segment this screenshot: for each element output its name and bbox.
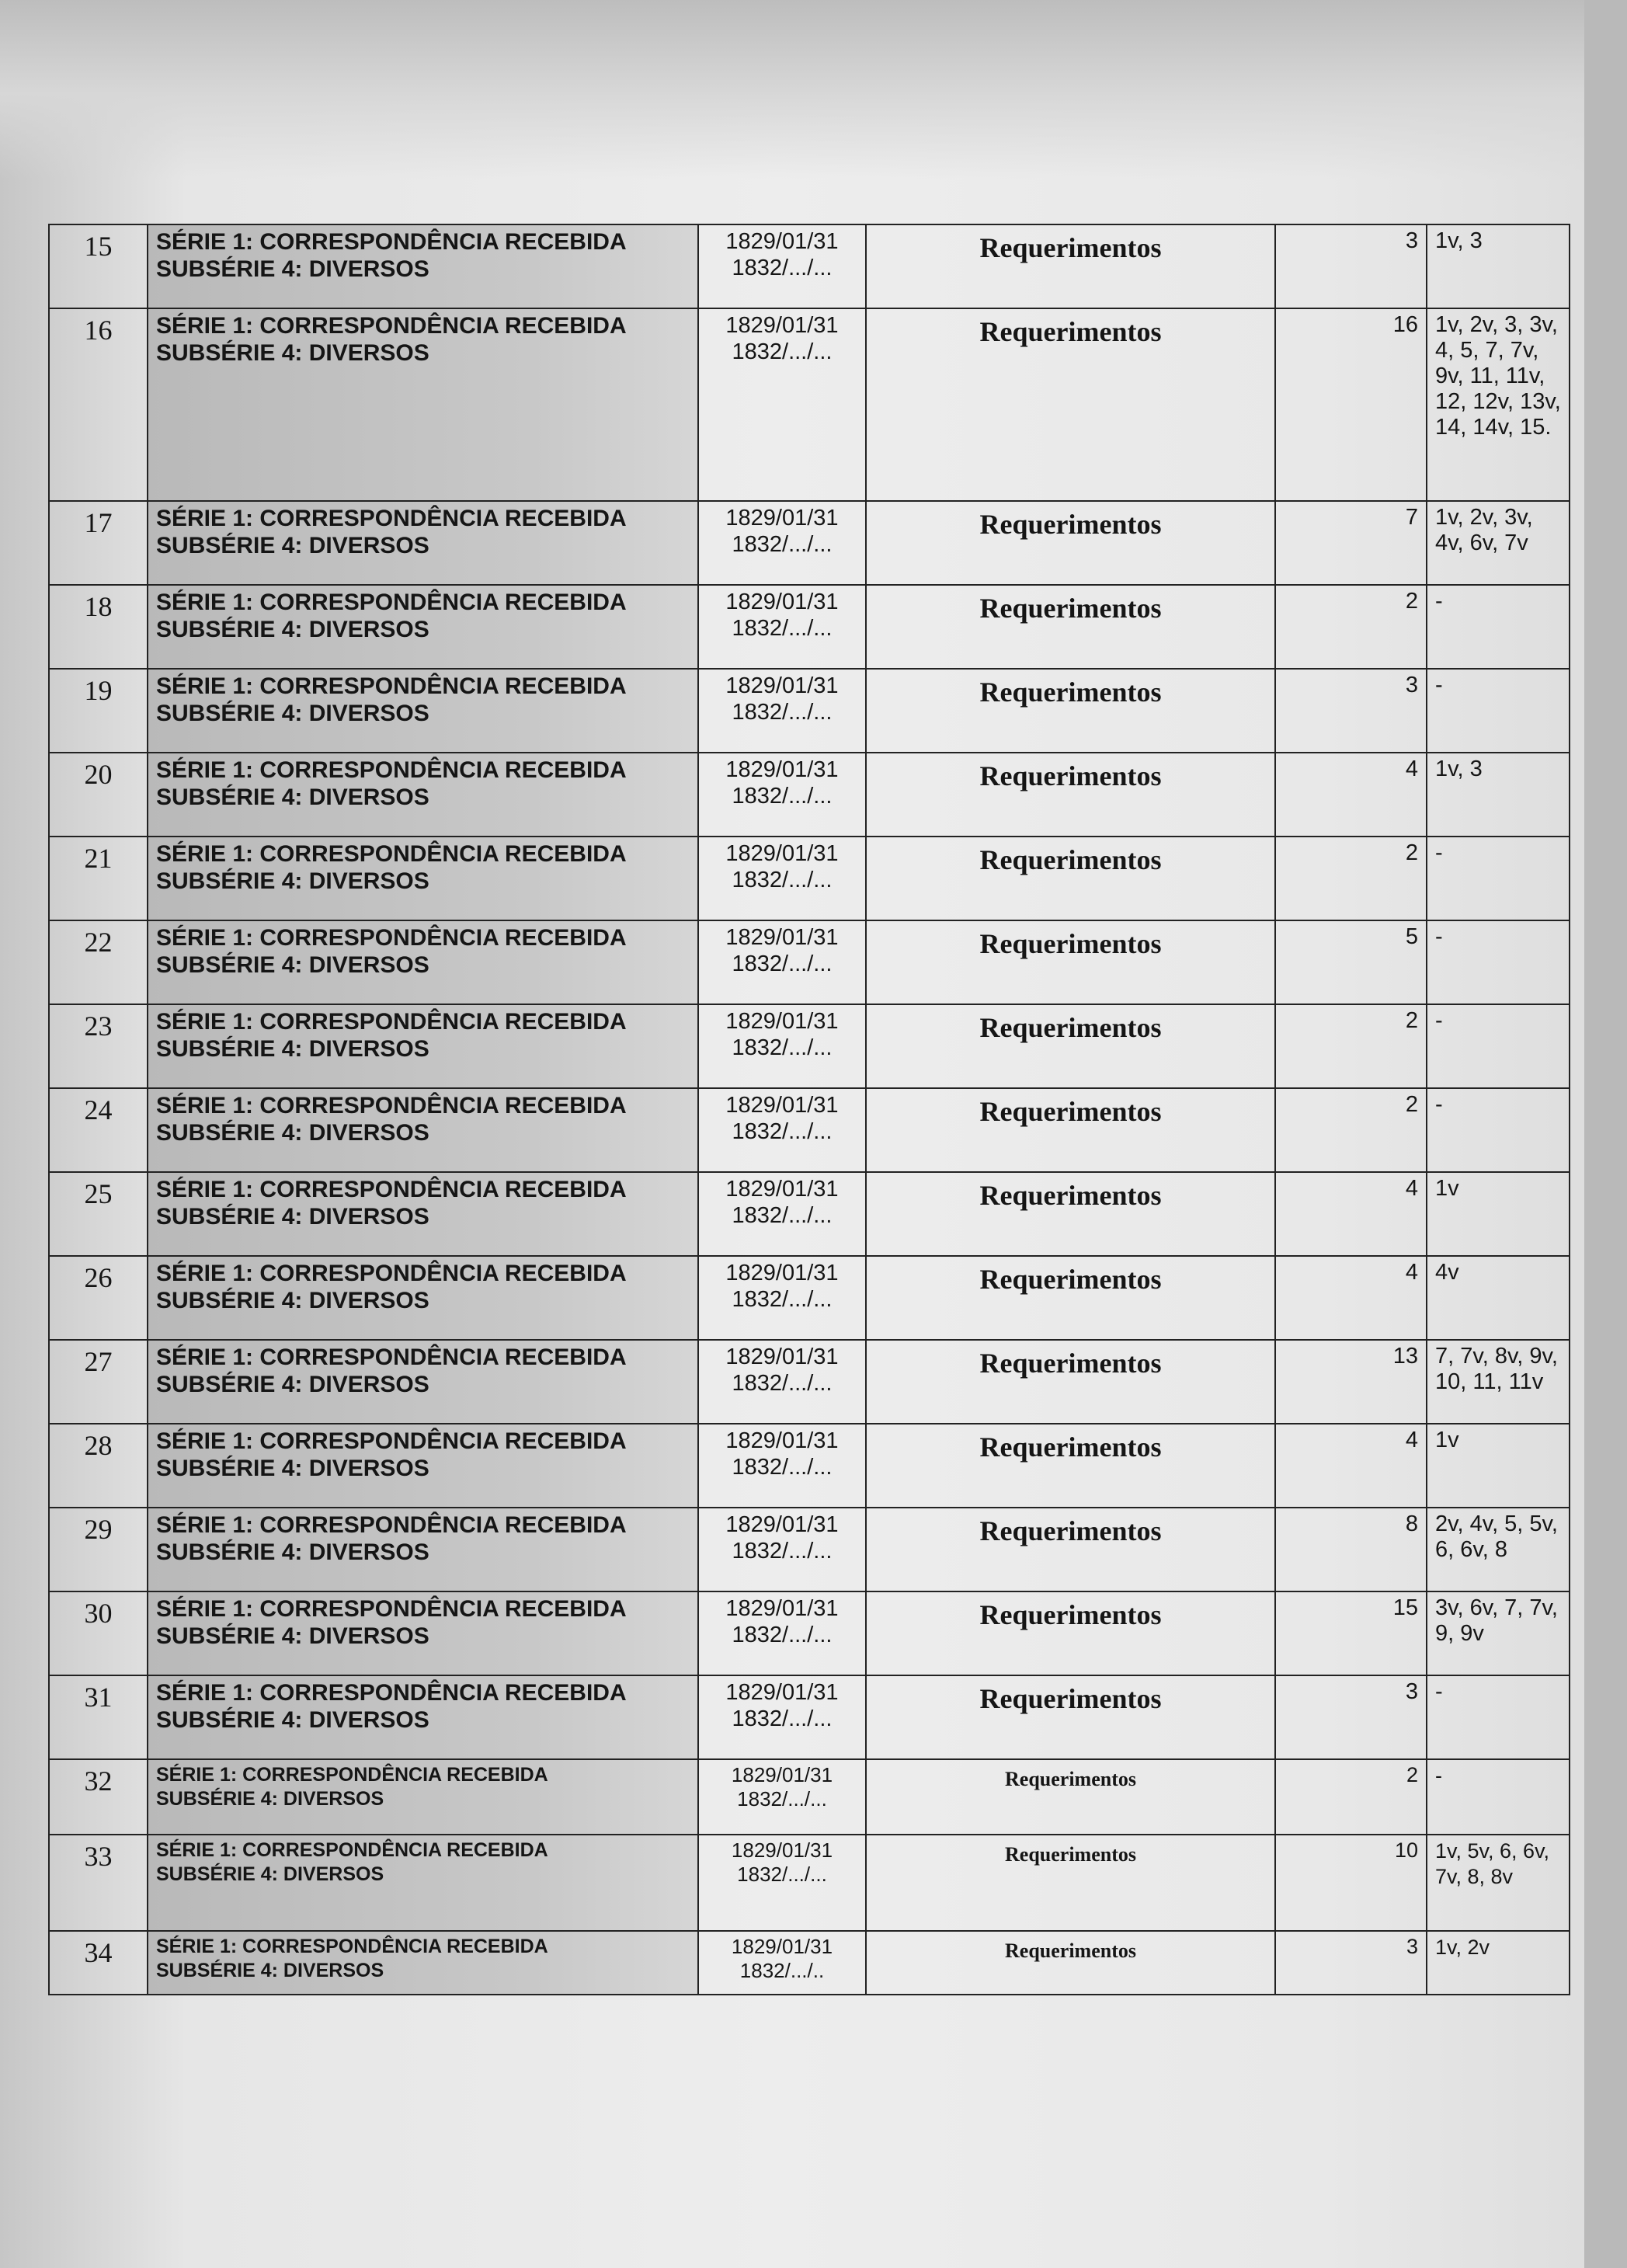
series-label: SÉRIE 1: CORRESPONDÊNCIA RECEBIDA [156,1936,548,1957]
table-row [49,837,1570,920]
date-end: 1832/.../... [732,532,833,557]
series-label: SÉRIE 1: CORRESPONDÊNCIA RECEBIDA [156,1764,548,1786]
date-range-cell [698,1508,866,1591]
item-number: 16 [49,308,148,501]
date-start: 1829/01/31 [725,841,839,866]
folio-list: - [1427,1088,1570,1172]
document-count: 3 [1275,1931,1427,1995]
table-row [49,1591,1570,1675]
item-number: 18 [49,585,148,669]
folio-list: - [1427,920,1570,1004]
date-end: 1832/.../... [732,1119,833,1144]
table-row [49,1172,1570,1256]
folio-list: 1v, 3 [1427,224,1570,308]
series-cell [148,308,698,501]
item-number: 17 [49,501,148,585]
series-cell [148,920,698,1004]
date-start: 1829/01/31 [725,925,839,950]
date-end: 1832/.../... [732,1287,833,1312]
series-label: SÉRIE 1: CORRESPONDÊNCIA RECEBIDA [156,1261,627,1286]
series-cell [148,1340,698,1424]
folio-list: - [1427,585,1570,669]
folio-list: - [1427,1675,1570,1759]
subseries-label: SUBSÉRIE 4: DIVERSOS [156,1036,429,1062]
document-type: Requerimentos [866,1424,1275,1508]
date-end: 1832/.../... [737,1787,827,1811]
folio-list: 4v [1427,1256,1570,1340]
series-label: SÉRIE 1: CORRESPONDÊNCIA RECEBIDA [156,506,627,531]
series-label: SÉRIE 1: CORRESPONDÊNCIA RECEBIDA [156,313,627,339]
date-range-cell [698,753,866,837]
series-cell [148,1424,698,1508]
date-range-cell [698,1088,866,1172]
series-cell [148,224,698,308]
item-number: 31 [49,1675,148,1759]
date-range-cell [698,1591,866,1675]
document-type: Requerimentos [866,1835,1275,1931]
date-end: 1832/.../... [732,1035,833,1060]
date-end: 1832/.../.. [739,1959,825,1982]
document-count: 13 [1275,1340,1427,1424]
table-row [49,1088,1570,1172]
series-label: SÉRIE 1: CORRESPONDÊNCIA RECEBIDA [156,229,627,255]
item-number: 19 [49,669,148,753]
series-label: SÉRIE 1: CORRESPONDÊNCIA RECEBIDA [156,673,627,699]
series-cell [148,1835,698,1931]
subseries-label: SUBSÉRIE 4: DIVERSOS [156,784,429,810]
document-type: Requerimentos [866,753,1275,837]
date-range-cell [698,1004,866,1088]
item-number: 29 [49,1508,148,1591]
date-end: 1832/.../... [732,1371,833,1396]
series-cell [148,1508,698,1591]
item-number: 15 [49,224,148,308]
date-range-cell [698,224,866,308]
date-start: 1829/01/31 [725,1009,839,1034]
series-cell [148,1675,698,1759]
folio-list: 2v, 4v, 5, 5v, 6, 6v, 8 [1427,1508,1570,1591]
series-cell [148,1004,698,1088]
table-row [49,1759,1570,1835]
document-count: 15 [1275,1591,1427,1675]
inventory-table-body [49,224,1570,1995]
table-row [49,501,1570,585]
item-number: 28 [49,1424,148,1508]
item-number: 26 [49,1256,148,1340]
date-range-cell [698,1340,866,1424]
date-start: 1829/01/31 [725,1512,839,1537]
date-range-cell [698,1931,866,1995]
subseries-label: SUBSÉRIE 4: DIVERSOS [156,1288,429,1313]
scanner-bed-edge [1584,0,1627,2268]
series-cell [148,1088,698,1172]
folio-list: 3v, 6v, 7, 7v, 9, 9v [1427,1591,1570,1675]
date-start: 1829/01/31 [725,1428,839,1453]
date-end: 1832/.../... [732,339,833,364]
series-cell [148,669,698,753]
subseries-label: SUBSÉRIE 4: DIVERSOS [156,533,429,558]
table-row [49,1931,1570,1995]
date-end: 1832/.../... [732,616,833,641]
series-cell [148,585,698,669]
date-range-cell [698,1835,866,1931]
series-cell [148,1256,698,1340]
series-cell [148,1931,698,1995]
subseries-label: SUBSÉRIE 4: DIVERSOS [156,1372,429,1397]
document-type: Requerimentos [866,308,1275,501]
item-number: 22 [49,920,148,1004]
table-row [49,224,1570,308]
document-count: 8 [1275,1508,1427,1591]
subseries-label: SUBSÉRIE 4: DIVERSOS [156,1539,429,1565]
document-type: Requerimentos [866,837,1275,920]
item-number: 24 [49,1088,148,1172]
document-count: 2 [1275,1004,1427,1088]
date-range-cell [698,1172,866,1256]
document-type: Requerimentos [866,1759,1275,1835]
table-row [49,1004,1570,1088]
series-label: SÉRIE 1: CORRESPONDÊNCIA RECEBIDA [156,1344,627,1370]
document-type: Requerimentos [866,585,1275,669]
date-start: 1829/01/31 [725,506,839,530]
subseries-label: SUBSÉRIE 4: DIVERSOS [156,340,429,366]
date-start: 1829/01/31 [725,229,839,254]
subseries-label: SUBSÉRIE 4: DIVERSOS [156,1863,384,1885]
series-label: SÉRIE 1: CORRESPONDÊNCIA RECEBIDA [156,841,627,867]
item-number: 27 [49,1340,148,1424]
item-number: 30 [49,1591,148,1675]
date-range-cell [698,308,866,501]
subseries-label: SUBSÉRIE 4: DIVERSOS [156,1120,429,1146]
subseries-label: SUBSÉRIE 4: DIVERSOS [156,1707,429,1733]
date-start: 1829/01/31 [731,1935,833,1958]
subseries-label: SUBSÉRIE 4: DIVERSOS [156,701,429,726]
folio-list: 1v, 5v, 6, 6v, 7v, 8, 8v [1427,1835,1570,1931]
document-type: Requerimentos [866,920,1275,1004]
date-start: 1829/01/31 [725,1093,839,1118]
document-type: Requerimentos [866,1508,1275,1591]
date-start: 1829/01/31 [725,757,839,782]
date-end: 1832/.../... [737,1863,827,1886]
date-range-cell [698,1675,866,1759]
series-label: SÉRIE 1: CORRESPONDÊNCIA RECEBIDA [156,757,627,783]
document-type: Requerimentos [866,1004,1275,1088]
series-cell [148,501,698,585]
series-cell [148,1172,698,1256]
date-end: 1832/.../... [732,700,833,725]
date-range-cell [698,837,866,920]
subseries-label: SUBSÉRIE 4: DIVERSOS [156,1204,429,1230]
document-type: Requerimentos [866,1256,1275,1340]
date-end: 1832/.../... [732,1623,833,1647]
folio-list: 7, 7v, 8v, 9v, 10, 11, 11v [1427,1340,1570,1424]
date-range-cell [698,501,866,585]
series-label: SÉRIE 1: CORRESPONDÊNCIA RECEBIDA [156,590,627,615]
table-row [49,585,1570,669]
series-cell [148,753,698,837]
subseries-label: SUBSÉRIE 4: DIVERSOS [156,1623,429,1649]
date-start: 1829/01/31 [725,313,839,338]
date-range-cell [698,669,866,753]
table-row [49,1835,1570,1931]
document-count: 4 [1275,753,1427,837]
document-count: 2 [1275,1088,1427,1172]
document-count: 10 [1275,1835,1427,1931]
date-end: 1832/.../... [732,1203,833,1228]
document-count: 5 [1275,920,1427,1004]
document-type: Requerimentos [866,501,1275,585]
date-end: 1832/.../... [732,256,833,280]
folio-list: 1v [1427,1424,1570,1508]
date-range-cell [698,920,866,1004]
folio-list: 1v, 3 [1427,753,1570,837]
series-label: SÉRIE 1: CORRESPONDÊNCIA RECEBIDA [156,925,627,951]
document-count: 3 [1275,1675,1427,1759]
subseries-label: SUBSÉRIE 4: DIVERSOS [156,1456,429,1481]
subseries-label: SUBSÉRIE 4: DIVERSOS [156,868,429,894]
date-start: 1829/01/31 [725,1680,839,1705]
document-count: 2 [1275,837,1427,920]
table-row [49,308,1570,501]
folio-list: 1v, 2v, 3v, 4v, 6v, 7v [1427,501,1570,585]
date-start: 1829/01/31 [725,1344,839,1369]
date-end: 1832/.../... [732,784,833,809]
series-cell [148,1759,698,1835]
document-type: Requerimentos [866,224,1275,308]
series-cell [148,837,698,920]
date-start: 1829/01/31 [725,1177,839,1202]
date-range-cell [698,585,866,669]
document-count: 3 [1275,224,1427,308]
folio-list: 1v [1427,1172,1570,1256]
series-label: SÉRIE 1: CORRESPONDÊNCIA RECEBIDA [156,1177,627,1202]
table-row [49,1675,1570,1759]
table-row [49,1256,1570,1340]
table-row [49,753,1570,837]
folio-list: - [1427,669,1570,753]
scan-shadow [0,0,1584,179]
date-end: 1832/.../... [732,951,833,976]
document-type: Requerimentos [866,669,1275,753]
folio-list: - [1427,1759,1570,1835]
table-row [49,1508,1570,1591]
document-type: Requerimentos [866,1931,1275,1995]
document-count: 4 [1275,1172,1427,1256]
date-range-cell [698,1256,866,1340]
table-row [49,1340,1570,1424]
series-label: SÉRIE 1: CORRESPONDÊNCIA RECEBIDA [156,1839,548,1861]
subseries-label: SUBSÉRIE 4: DIVERSOS [156,256,429,282]
date-start: 1829/01/31 [731,1763,833,1786]
series-label: SÉRIE 1: CORRESPONDÊNCIA RECEBIDA [156,1596,627,1622]
date-end: 1832/.../... [732,868,833,892]
series-cell [148,1591,698,1675]
series-label: SÉRIE 1: CORRESPONDÊNCIA RECEBIDA [156,1680,627,1706]
date-end: 1832/.../... [732,1539,833,1564]
document-count: 3 [1275,669,1427,753]
item-number: 32 [49,1759,148,1835]
folio-list: - [1427,1004,1570,1088]
series-label: SÉRIE 1: CORRESPONDÊNCIA RECEBIDA [156,1512,627,1538]
subseries-label: SUBSÉRIE 4: DIVERSOS [156,1788,384,1810]
folio-list: 1v, 2v [1427,1931,1570,1995]
document-type: Requerimentos [866,1172,1275,1256]
document-type: Requerimentos [866,1088,1275,1172]
document-count: 4 [1275,1424,1427,1508]
date-end: 1832/.../... [732,1706,833,1731]
document-count: 7 [1275,501,1427,585]
folio-list: - [1427,837,1570,920]
item-number: 20 [49,753,148,837]
date-range-cell [698,1759,866,1835]
inventory-table [48,224,1570,1995]
date-start: 1829/01/31 [731,1838,833,1862]
document-type: Requerimentos [866,1675,1275,1759]
subseries-label: SUBSÉRIE 4: DIVERSOS [156,617,429,642]
item-number: 34 [49,1931,148,1995]
folio-list: 1v, 2v, 3, 3v, 4, 5, 7, 7v, 9v, 11, 11v, 12, 12v, 13v, 14, 14v, 15. [1427,308,1570,501]
date-start: 1829/01/31 [725,673,839,698]
table-row [49,1424,1570,1508]
subseries-label: SUBSÉRIE 4: DIVERSOS [156,952,429,978]
item-number: 33 [49,1835,148,1931]
table-row [49,920,1570,1004]
document-count: 2 [1275,585,1427,669]
document-count: 4 [1275,1256,1427,1340]
table-row [49,669,1570,753]
item-number: 23 [49,1004,148,1088]
document-count: 2 [1275,1759,1427,1835]
series-label: SÉRIE 1: CORRESPONDÊNCIA RECEBIDA [156,1009,627,1035]
date-start: 1829/01/31 [725,590,839,614]
series-label: SÉRIE 1: CORRESPONDÊNCIA RECEBIDA [156,1093,627,1118]
series-label: SÉRIE 1: CORRESPONDÊNCIA RECEBIDA [156,1428,627,1454]
item-number: 25 [49,1172,148,1256]
document-type: Requerimentos [866,1340,1275,1424]
item-number: 21 [49,837,148,920]
document-count: 16 [1275,308,1427,501]
date-start: 1829/01/31 [725,1596,839,1621]
date-start: 1829/01/31 [725,1261,839,1285]
document-type: Requerimentos [866,1591,1275,1675]
date-end: 1832/.../... [732,1455,833,1480]
subseries-label: SUBSÉRIE 4: DIVERSOS [156,1960,384,1981]
date-range-cell [698,1424,866,1508]
